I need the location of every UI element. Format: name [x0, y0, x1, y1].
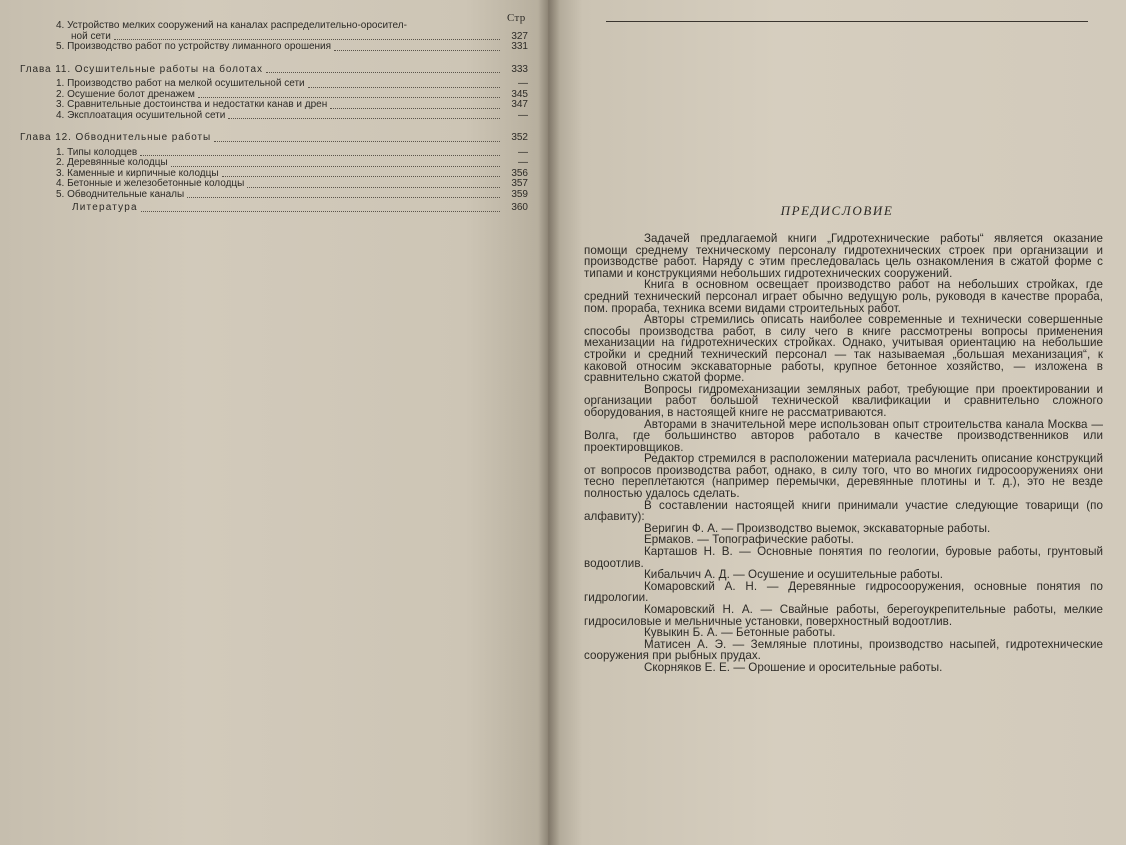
preface-paragraph: Редактор стремился в расположении материала расчленить описание конструкций от вопросов производства работ, однако, в силу того, что во многих гидросооружениях они тесно переплетаются (например перемычки, деревянные плотины и т. д.), это не везде полностью удалось сделать. [584, 452, 1103, 501]
toc-row-title: 3. Каменные и кирпичные колодцы [56, 167, 219, 179]
toc-row-page: 360 [511, 202, 528, 213]
toc-row [20, 42, 528, 53]
preface-paragraph: Авторами в значительной мере использован опыт строительства канала Москва — Волга, где большинство авторов работало в качестве производственников или проектировщиков. [584, 417, 1103, 454]
toc-chapter-title: Глава 11. Осушительные работы на болотах [20, 63, 263, 75]
toc-row-page: — [518, 78, 528, 89]
contributor-entry: Веригин Ф. А. — Производство выемок, экскаваторные работы. [644, 521, 991, 535]
toc-leader-dots [114, 39, 500, 40]
toc-leader-dots [330, 108, 500, 109]
toc-row-page: 331 [511, 41, 528, 52]
toc-row-page: 327 [511, 30, 528, 42]
preface-paragraph: Авторы стремились описать наиболее современные и технически совершенные способы производства работ, в силу чего в книге рассмотрены вопросы применения механизации на гидротехнических стройках. Однако, учитывая ориентацию на небольшие стройки и средний технический персонал — так называемая „большая механизация“, к каковой относим экскаваторные работы, крупное бетонное хозяйство, — изложена в сравнительно сжатой форме. [584, 313, 1103, 385]
preface-paragraph: Вопросы гидромеханизации земляных работ, требующие при проектировании и организации работ большой технической квалификации и сравнительно сложного оборудования, в настоящей книге не рассматриваются. [584, 382, 1103, 419]
preface-paragraph: Задачей предлагаемой книги „Гидротехнические работы“ является оказание помощи среднему техническому персоналу гидротехнических строек при организации и производстве работ. Наряду с этим преследовалась цель ознакомления в сжатой форме с типами и конструкциями небольших гидротехнических сооружений. [584, 232, 1103, 280]
toc-chapter-row [20, 65, 528, 76]
toc-row [20, 79, 528, 90]
preface-paragraph: В составлении настоящей книги принимали участие следующие товарищи (по алфавиту): [584, 498, 1103, 524]
contributor-entry: Комаровский А. Н. — Деревянные гидросооружения, основные понятия по гидрологии. [584, 579, 1103, 605]
toc-leader-dots [214, 141, 500, 142]
toc-row-title: 4. Эксплоатация осушительной сети [56, 109, 226, 121]
toc-leader-dots [228, 118, 500, 119]
contributor-entry: Комаровский Н. А. — Свайные работы, берегоукрепительные работы, мелкие гидросиловые и мельничные установки, поверхностный водоотлив. [584, 603, 1103, 628]
toc-leader-dots [198, 97, 500, 98]
contributor-entry: Кувыкин Б. А. — Бетонные работы. [644, 626, 836, 640]
toc-row-title: ной сети [71, 30, 111, 42]
toc-leader-dots [187, 197, 500, 198]
toc-leader-dots [308, 87, 500, 88]
toc-row-page: 356 [511, 167, 528, 179]
contributor-entry: Карташов Н. В. — Основные понятия по геологии, буровые работы, грунтовый водоотлив. [584, 545, 1103, 570]
toc-row-title: 2. Осушение болот дренажем [56, 88, 195, 100]
toc-row-page: 359 [511, 188, 528, 200]
header-rule [606, 21, 1088, 22]
toc-leader-dots [247, 187, 500, 188]
toc-leader-dots [141, 211, 500, 212]
contributor-entry: Скорняков Е. Е. — Орошение и оросительные работы. [644, 660, 943, 674]
toc-row-page: — [518, 157, 528, 168]
toc-row-page: 333 [511, 63, 528, 75]
toc-row [20, 111, 528, 122]
toc-row-page: 357 [511, 178, 528, 189]
toc-row [20, 100, 528, 111]
toc-row-page: — [518, 109, 528, 121]
toc-row-title: 2. Деревянные колодцы [56, 157, 168, 168]
preface-body [584, 233, 1103, 674]
table-of-contents [20, 21, 528, 214]
left-page [0, 0, 548, 845]
toc-row-page: 345 [511, 88, 528, 100]
toc-row [20, 158, 528, 169]
toc-chapter-row [20, 133, 528, 144]
contributor-entry: Матисен А. Э. — Земляные плотины, производство насыпей, гидротехнические сооружения при рыбных прудах. [584, 637, 1103, 663]
toc-leader-dots [171, 166, 500, 167]
toc-leader-dots [266, 72, 500, 73]
preface-paragraph: Книга в основном освещает производство работ на небольших стройках, где средний технический персонал играет обычно ведущую роль, руководя в качестве прораба, пом. прораба, техника всеми видами строительных работ. [584, 278, 1103, 315]
toc-row-title: 4. Устройство мелких сооружений на каналах распределительно-оросител- [56, 20, 407, 31]
toc-row-page: — [518, 146, 528, 158]
contributor-entry: Кибальчич А. Д. — Осушение и осушительные работы. [644, 568, 944, 582]
toc-row-title: 5. Производство работ по устройству лиманного орошения [56, 41, 332, 52]
toc-row [20, 179, 528, 190]
toc-row-title: 1. Производство работ на мелкой осушительной сети [56, 78, 305, 89]
toc-row-title: 1. Типы колодцев [56, 146, 138, 158]
toc-page-header: Стр [507, 12, 526, 24]
toc-row [20, 190, 528, 201]
toc-literature-title: Литература [72, 202, 138, 213]
toc-row [20, 21, 528, 32]
toc-literature-row [20, 203, 528, 214]
contributor-entry: Ермаков. — Топографические работы. [644, 533, 854, 547]
toc-leader-dots [222, 176, 500, 177]
toc-row-title: 5. Обводнительные каналы [56, 188, 185, 200]
toc-row-title: 4. Бетонные и железобетонные колодцы [56, 178, 245, 189]
toc-row-page: 347 [511, 99, 528, 110]
right-page [548, 0, 1126, 845]
preface-title: ПРЕДИСЛОВИЕ [780, 203, 894, 218]
toc-chapter-title: Глава 12. Обводнительные работы [20, 132, 212, 143]
toc-leader-dots [334, 50, 500, 51]
toc-row-page: 352 [511, 132, 528, 143]
toc-leader-dots [140, 155, 500, 156]
toc-row-title: 3. Сравнительные достоинства и недостатки канав и дрен [56, 99, 328, 110]
